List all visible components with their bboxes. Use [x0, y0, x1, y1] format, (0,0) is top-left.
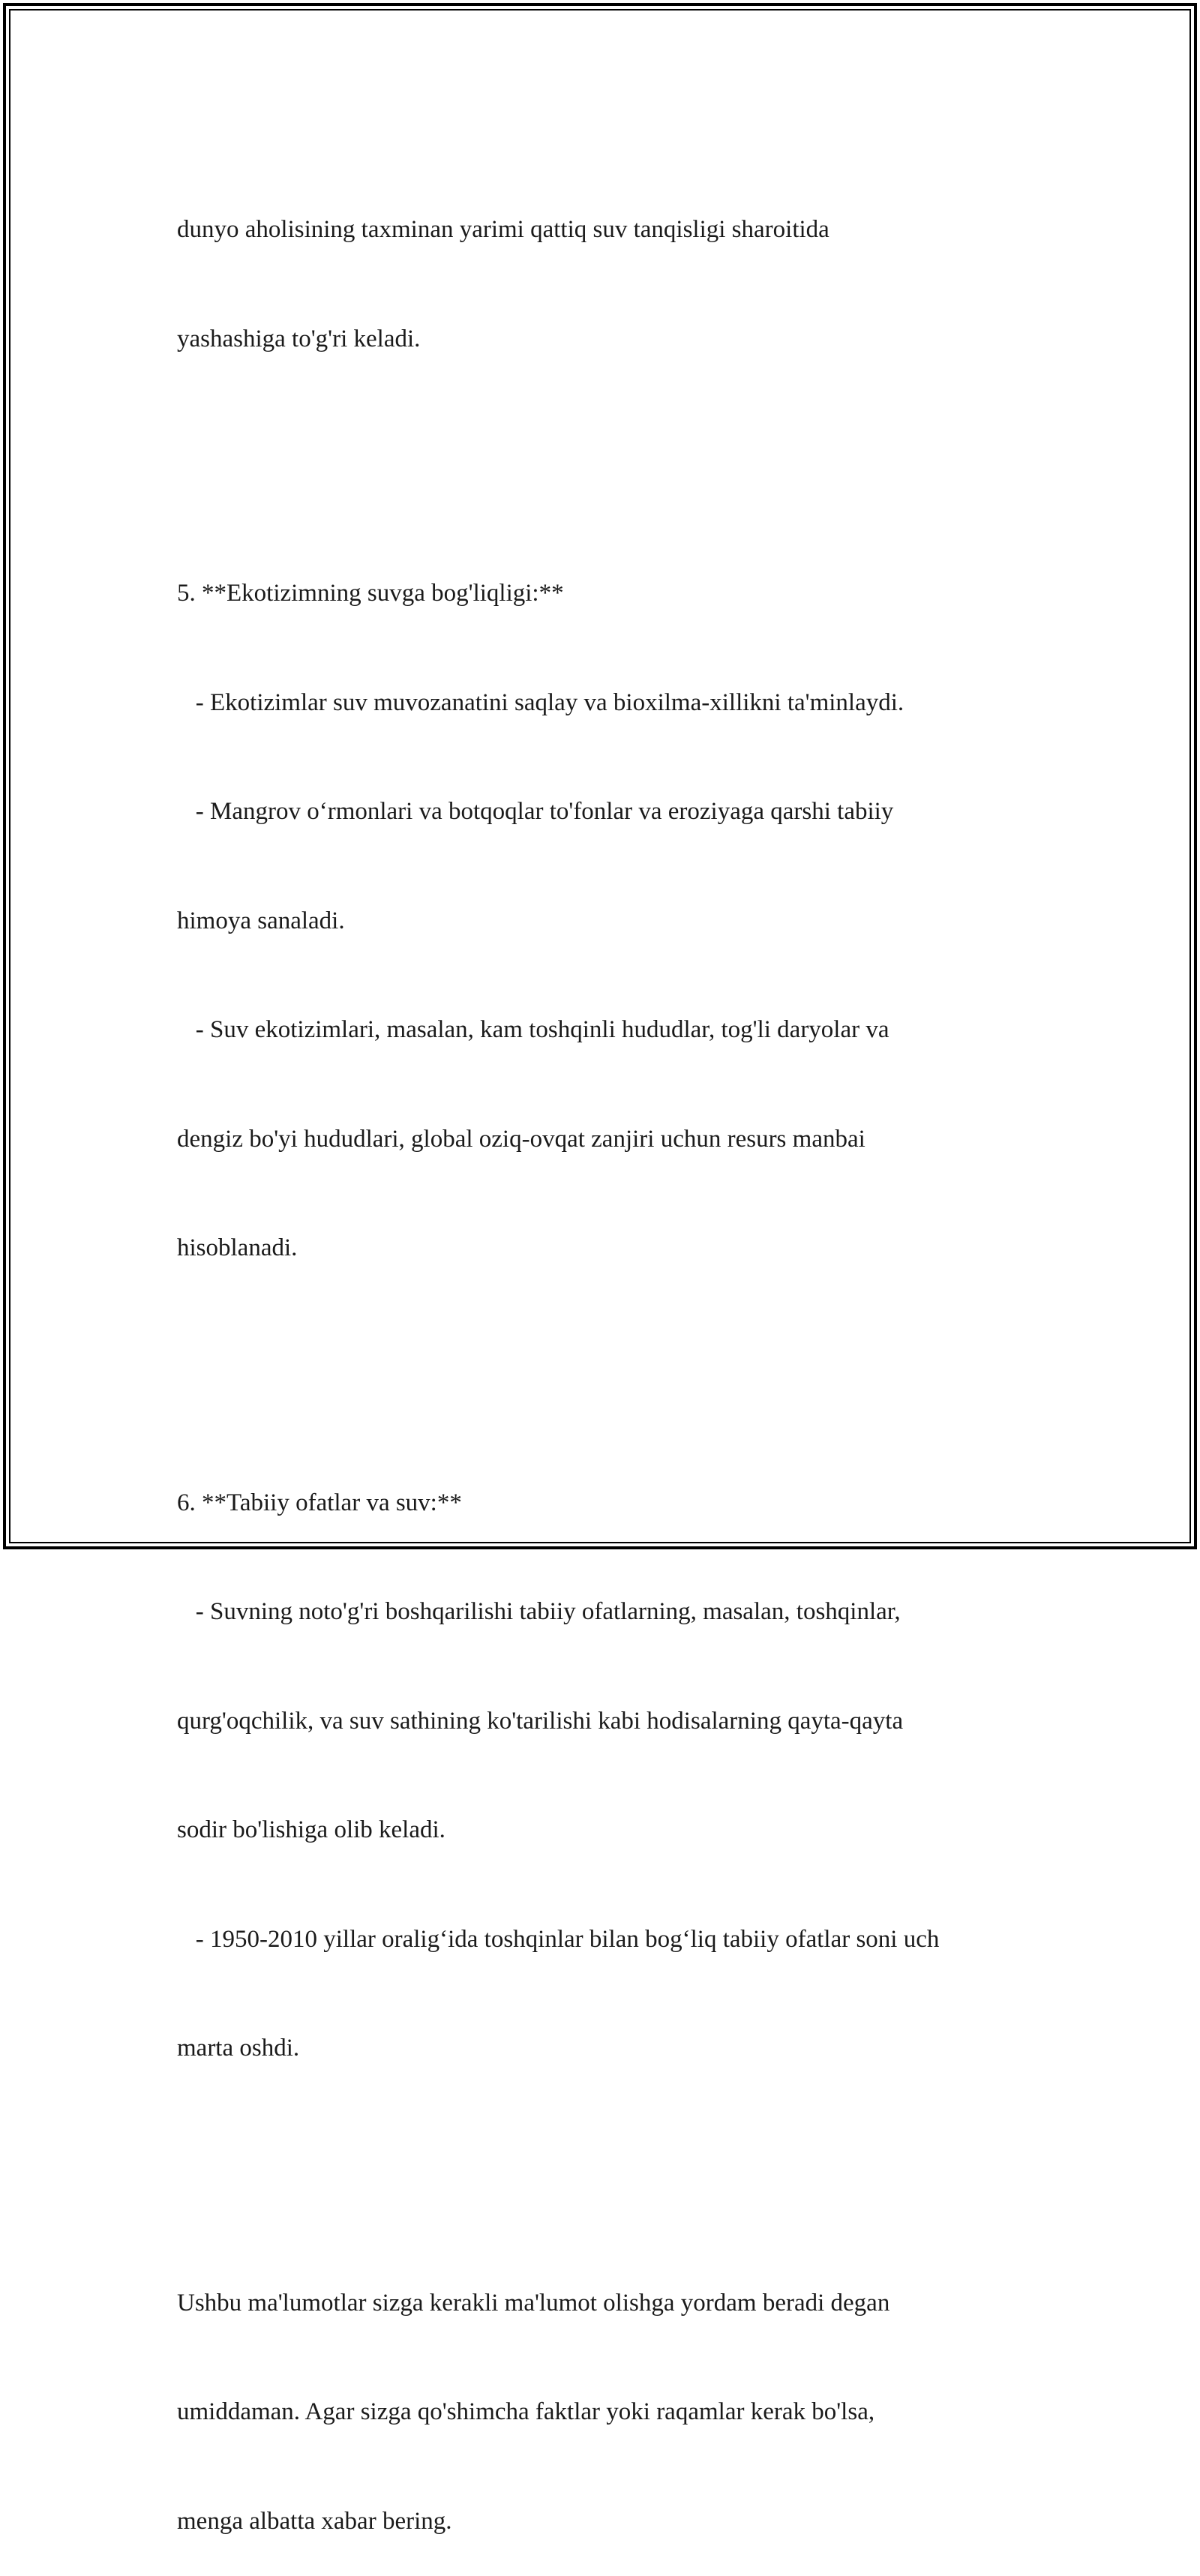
section-5-line-5: dengiz bo'yi hududlari, global oziq-ovqat zanjiri uchun resurs manbai	[177, 1125, 866, 1153]
paragraph-spacer	[177, 2140, 1062, 2176]
section-6-line-1: - Suvning noto'g'ri boshqarilishi tabiiy ofatlarning, masalan, toshqinlar,	[177, 1598, 901, 1625]
section-5-line-3: himoya sanaladi.	[177, 907, 345, 934]
section-6-line-3: sodir bo'lishiga olib keladi.	[177, 1816, 446, 1843]
section-5-heading: 5. **Ekotizimning suvga bog'liqligi:**	[177, 580, 564, 607]
closing-line-1: Ushbu ma'lumotlar sizga kerakli ma'lumot olishga yordam beradi degan	[177, 2289, 890, 2317]
section-6-line-5: marta oshdi.	[177, 2035, 300, 2062]
section-5-line-4: - Suv ekotizimlari, masalan, kam toshqinli hududlar, tog'li daryolar va	[177, 1016, 890, 1043]
section-6-heading: 6. **Tabiiy ofatlar va suv:**	[177, 1489, 462, 1516]
closing-line-2: umiddaman. Agar sizga qo'shimcha faktlar yoki raqamlar kerak bo'lsa,	[177, 2398, 875, 2425]
intro-line-1: dunyo aholisining taxminan yarimi qattiq suv tanqisligi sharoitida	[177, 216, 830, 243]
section-6-line-4: - 1950-2010 yillar oralig‘ida toshqinlar bilan bog‘liq tabiiy ofatlar soni uch	[177, 1925, 940, 1953]
section-5-line-2: - Mangrov o‘rmonlari va botqoqlar to'fonlar va eroziyaga qarshi tabiiy	[177, 798, 894, 825]
intro-line-2: yashashiga to'g'ri keladi.	[177, 325, 421, 352]
closing-line-3: menga albatta xabar bering.	[177, 2507, 452, 2535]
paragraph-spacer	[177, 430, 1062, 466]
section-5-line-6: hisoblanadi.	[177, 1234, 298, 1261]
section-5-line-1: - Ekotizimlar suv muvozanatini saqlay va bioxilma-xillikni ta'minlaydi.	[177, 688, 904, 716]
document-body	[177, 139, 1062, 2576]
paragraph-spacer	[177, 1339, 1062, 1376]
section-6-line-2: qurg'oqchilik, va suv sathining ko'tarilishi kabi hodisalarning qayta-qayta	[177, 1707, 904, 1735]
